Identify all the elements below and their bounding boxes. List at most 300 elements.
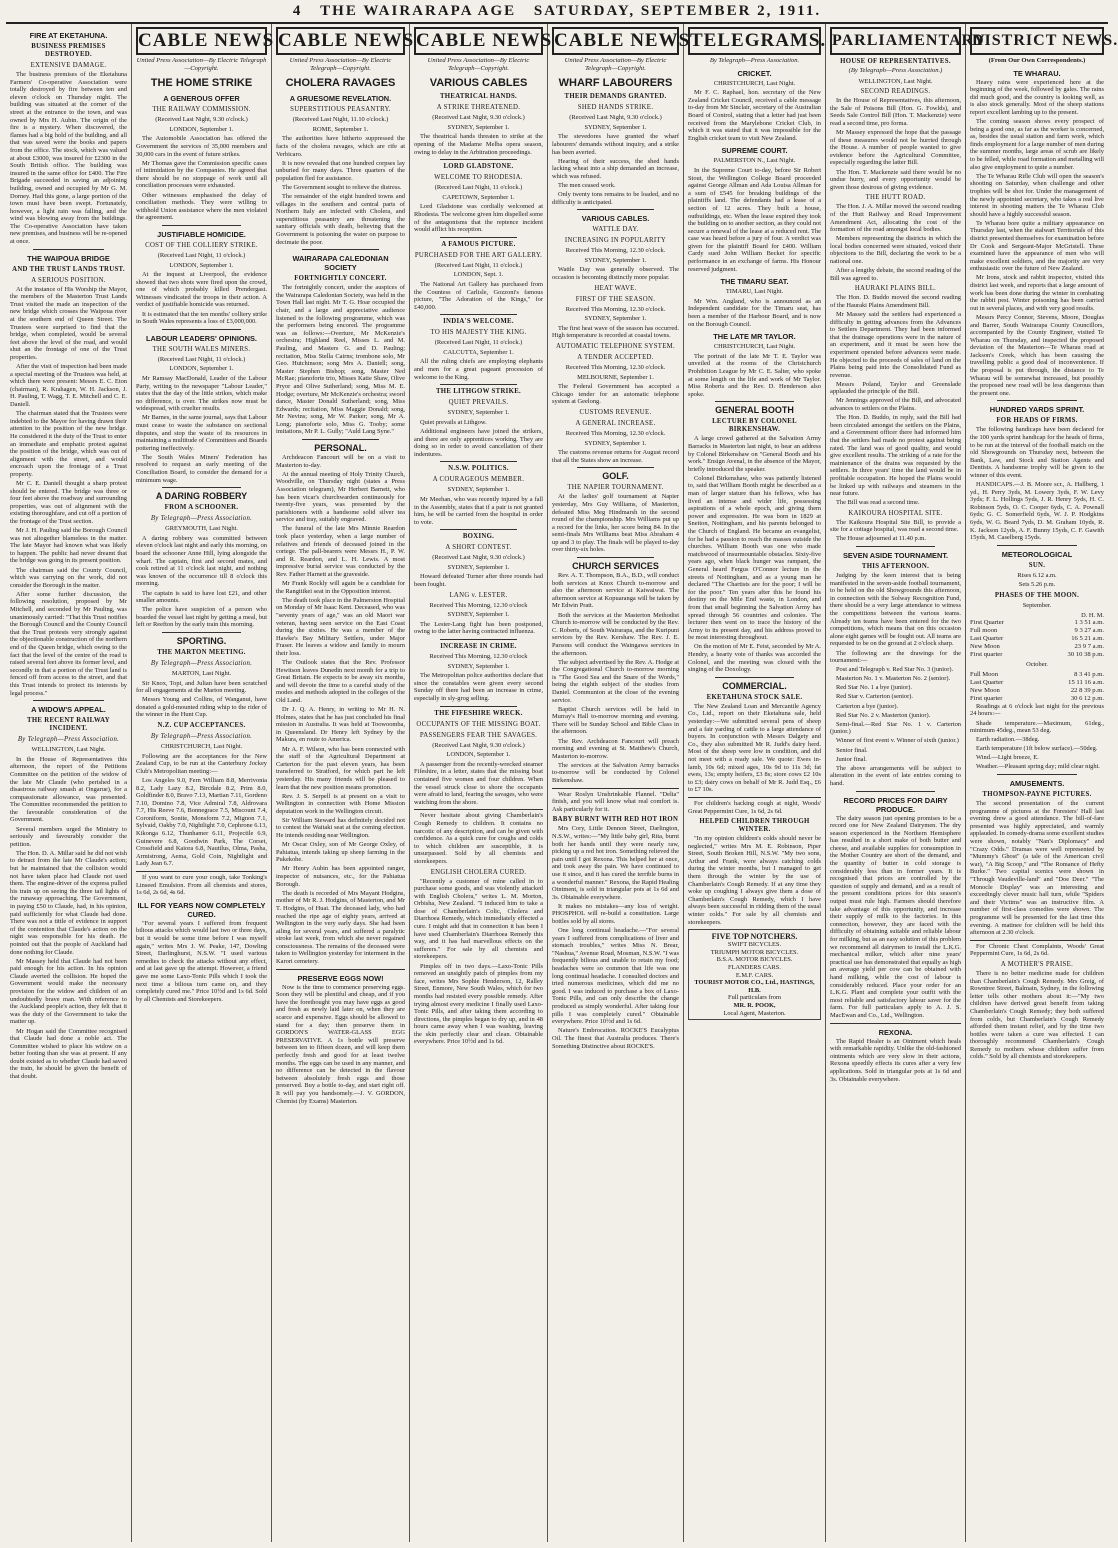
paragraph: The Hon. D. Buddo moved the second reading of the Hauraki Plains Amendment Bill.: [830, 294, 961, 309]
paragraph: Wattle Day was generally observed. The occasion is becoming distinctly more popular.: [552, 266, 679, 281]
subhead: A GENERAL INCREASE.: [575, 419, 656, 427]
subhead: THE MARTON MEETING.: [157, 648, 246, 656]
divider: [162, 329, 241, 330]
advertisement: There is no better medicine made for children than Chamberlain's Cough Remedy. Mrs Greig, of Rowntree Street, Balmain, Sydney, in the following letter tells other mothers about it:—"My two children have derived great benefit from taking Chamberlain's Cough Remedy; they both suffered from colds, but Chamberlain's Cough Remedy afforded them instant relief, and by the time two bottles were taken a cure was effected. I can thoroughly recommend Chamberlain's Cough Remedy to mothers whose children suffer from colds." Sold by all chemists and storekeepers.: [970, 969, 1104, 1061]
received-note: (Received Last Night, 11 o'clock.): [434, 339, 523, 347]
moon-phase: New Moon: [970, 643, 1000, 651]
paragraph: The subject advertised by the Rev. A. Hodge at the Congregational Church to-morrow morning is "The Good Sea and the Snare of the Words," being the eighth subject of the studies from Daniel. Communion at the close of the evening service.: [552, 658, 679, 704]
paragraph: The Automobile Association has offered the Government the services of 35,000 members and 30,000 cars in the event of future strikes.: [136, 135, 267, 158]
page-number: 4: [292, 3, 303, 19]
subhead: FROM A SCHOONER.: [164, 504, 239, 512]
advertisement: Nature's Embrocation. ROCKE'S Eucalyptus Oil. The finest that Australia produces. There's Something Distinctive about ROCKE'S.: [552, 1027, 679, 1050]
draw-item: Carterton a bye (junior).: [836, 702, 899, 710]
moon-time: 15 11 16 a.m.: [1068, 678, 1104, 686]
section-subtitle: United Press Association—By Electric Telegraph—Copyright.: [427, 57, 530, 72]
divider: [997, 774, 1077, 775]
divider: [33, 700, 103, 701]
month-label: September.: [1022, 602, 1052, 610]
paragraph: Several members urged the Ministry to seriously and favourably consider the petition.: [10, 825, 127, 848]
paragraph: Mr Oscar Oxley, son of Mr George Oxley, of Pahiatua, intends taking up sheep farming in the Pukekohe.: [276, 841, 405, 864]
received-note: (Received Last Night, 9.30 o'clock.): [569, 114, 662, 122]
received-note: (Received Last Night, 9.30 o'clock.): [432, 554, 525, 562]
draw-item: Red Star No. 2 v. Masterton (junior).: [836, 711, 931, 719]
paragraph: Earth temperature (1ft below surface).—50deg.: [976, 745, 1098, 753]
headline-meteorological: METEOROLOGICAL: [1001, 549, 1073, 559]
subhead: TO HIS MAJESTY THE KING.: [430, 329, 527, 337]
dateline: TIMARU, Last Night.: [725, 288, 784, 296]
paragraph: In the House of Representatives this afternoon, the report of the Petitions Committee on the petition of the widow of the late Mr Claude (who perished in a disastrous railway smash at Ongarue), for a compassionate allowance, was presented. The Committee recommended the petition to the favourable consideration of the Government.: [10, 755, 127, 824]
paragraph: After some further discussion, the following resolution, proposed by Mr Mitchell, and seconded by Mr Pauling, was unanimously carried: "That this Trust notifies the Borough Council and the County Council that the Trust protests very strongly against the objectionable construction of the northern end of the Queen bridge, which owing to the fact that the level of the centre of the road is raised several feet above its former level, and secondly in that a portion of the Trust land is fenced off from access to the street, and that this Trust intends to protect its interests by legal process.": [10, 590, 127, 697]
paragraph: It is estimated that the ten months' colliery strike in South Wales represents a loss of £3,000,000.: [136, 310, 267, 326]
section-banner: TELEGRAMS.: [688, 27, 821, 55]
moon-time: 1 3 51 a.m.: [1074, 619, 1104, 627]
ad-headline: ILL FOR YEARS NOW COMPLETELY CURED.: [137, 900, 266, 919]
divider: [33, 249, 103, 250]
paragraph: The Hon. T. Mackenzie said there would be no undue hurry, and every opportunity would be given those desirous of giving evidence.: [830, 168, 961, 191]
paragraph: The fortnightly concert, under the auspices of the Wairarapa Caledonian Society, was held in the Town Hall last night. Mr T. G. Hoar occupied the chair, and a large and appreciative audience listened to the following programme, which was the performers being encored. The programme was as follows:—Overture, Mr McKenzie's orchestra; Highland Reel, Misses L. and M. Pauling, and Masters G. and D. Pauling; recitation, Miss Stella Cairns; trombone solo, Mr Geo. Hutchinson; song Mrs A. Daniell; song, Master Stephen Bishop; song, Master Ned McRae; pianoforte trio, Misses Katie Shaw, Olive Pryor and Olive Sutherland; song, Miss M. E. Hodge; overture, Mr McKenzie's orchestra; sword dance, Master Donald Sutherland; song, Miss Edwards; recitation, Miss Maggie Donald; song, Mr Nevins; song, Mr W. Parker; song, Mr A. Long; pianoforte solo, Miss G. Tooby; some imitations, Mr P. L. Gully; "Auld Lang Syne.": [276, 284, 405, 436]
paragraph: The Lester-Lang fight has been postponed, owing to the latter having contracted influenza.: [414, 620, 543, 636]
paragraph: The authorities have hitherto suppressed the facts of the cholera ravages, which are rife at Verbicaro.: [276, 135, 405, 158]
subhead: A GENEROUS OFFER: [163, 94, 240, 104]
ad-line: TRIUMPH MOTOR BICYCLES.: [710, 948, 799, 956]
paragraph: The business premises of the Eketahuna Farmers' Co-operative Association were totally destroyed by fire between ten and eleven o'clock on Thursday night. The building was situated at the corner of the street at the entrance to the town, and was owned by Mrs H. Aubin. The origin of the fire is a mystery. When discovered, the flames had a big hold of the building, and all that was saved were the books and papers from the office. The stock, which was valued at about £3000, was insured for £2300 in the South British office. The building was insured in the same office for £400. The Fire Brigade succeeded in saving an adjoining building, owned and occupied by Mr G. M. Dorney. Had this gone, a large portion of the town must have been swept. Fortunately, however, a light rain was falling, and the wind was blowing away from the buildings. The Co-operative Association have taken new premises, and business will be re-opened at once.: [10, 71, 127, 246]
headline-home-strike: THE HOME STRIKE: [150, 77, 253, 90]
ad-headline: REXONA.: [878, 1027, 913, 1037]
subhead: COST OF THE COLLIERY STRIKE.: [145, 241, 258, 249]
column-3: [272, 24, 415, 1542]
moon-time: 23 9 7 a.m.: [1074, 643, 1104, 651]
paragraph: Sir Knox, Topi, and Julian have been scratched for all engagements at the Marton meeting.: [136, 679, 267, 695]
paragraph: The chairman stated that the Trustees were indebted to the Mayor for having drawn their attention to the position of the new bridge. He considered it the duty of the Trust to enter an immediate and emphatic protest against the position of the bridge, which was out of alignment with the street, and would encroach upon the frontage of a Trust property.: [10, 410, 127, 478]
subhead: A SERIOUS POSITION.: [31, 276, 106, 284]
paragraph: The Hon. D. Buddo, in reply, said the Bill had been circulated amongst the settlers on the Plains, and a Government officer there had informed him that the settlers had made no protest against being rated. The land was of good quality, and would give excellent results. The striking of a rate for the maintenance of the drains was requested by the settlers. In three years' time the land would be in profitable occupation. He hoped the Plains would be linked up with railways and steamers in the near future.: [830, 414, 961, 498]
divider: [440, 639, 517, 640]
dateline: LONDON, September 1.: [169, 365, 234, 373]
ad-line: Local Agent, Masterton.: [723, 1009, 786, 1017]
paragraph: Mr Barnes, in the same journal, says that Labour must cease to waste the substance on sectional disputes, and stop the waste of its resources in maintaining a multitude of Committees and Boards pottering ineffectively.: [136, 414, 267, 452]
dateline: CHRISTCHURCH, Last Night.: [160, 743, 243, 751]
dateline: LONDON, September 1.: [169, 125, 234, 133]
subhead: THOMPSON-PAYNE PICTURES.: [982, 791, 1092, 799]
divider: [302, 439, 379, 440]
paragraph: All the ruling chiefs are employing elephants and men for a great pageant procession of welcome to the King.: [414, 358, 543, 381]
ad-line: SWIFT BICYCLES.: [727, 941, 782, 949]
moon-row: [970, 619, 1104, 627]
paragraph: The Kaikoura Hospital Site Bill, to provide a site for a cottage hospital, was read a second time.: [830, 518, 961, 534]
subhead: FORTNIGHTLY CONCERT.: [294, 275, 387, 283]
ad-headline: ENGLISH CHOLERA CURED.: [430, 868, 527, 876]
moon-table-october: [970, 671, 1104, 703]
subhead: HEAT WAVE.: [594, 284, 637, 292]
ad-line: TOURIST MOTOR CO., Ltd., HASTINGS, H.B.: [694, 979, 815, 994]
subhead: AUTOMATIC TELEPHONE SYSTEM.: [555, 342, 676, 350]
subhead: LABOUR LEADERS' OPINIONS.: [146, 333, 257, 343]
paragraph: The following are the drawings for the tournament:—: [830, 649, 961, 665]
headline-seven-aside: SEVEN ASIDE TOURNAMENT.: [842, 551, 949, 561]
paragraph: Mr Ramsay MacDonald, Leader of the Labour Party, writing to the newspaper "Labour Leader," states that the day of the little strikes, which make no difference, is over. The strikes now must be widespread, with cruelter results.: [136, 374, 267, 413]
subhead: INCREASE IN CRIME.: [440, 643, 517, 651]
headline-caledonian: WAIRARAPA CALEDONIAN SOCIETY: [292, 254, 389, 273]
paragraph: A passenger from the recently-wrecked steamer Fifeshire, in a letter, states that the missing boat contained five women and four children. When the vessel struck close to shore the occupants were afraid to land, fearing the savages, who were watching from the shore.: [414, 760, 543, 806]
paragraph: Readings at 6 o'clock last night for the previous 24 hours:—: [970, 702, 1104, 718]
paragraph: The Government sought to relieve the distress.: [282, 183, 402, 191]
paragraph: Mr Thomas gave the Commission specific cases of intimidation by the Companies. He agreed that there should be no stoppage of work until all conciliation processes were exhausted.: [136, 159, 267, 190]
subhead: EKETAHUNA STOCK SALE.: [706, 693, 803, 701]
paragraph: The Hon. D. A. Millar said he did not wish to detract from the late Mr Claude's action; but he maintained that the collision would not have taken place had Claude not used them. The engine-driver of the express pulled his train up on seeing the three tail lights of the runaway approaching. The Government, in paying £50 to Claude, had, in his opinion, paid sufficiently for what Claude had done. There was not a tittle of evidence in support of the contention that Claude's action on the night was responsible for his death. He pointed out that the people of Auckland had done nothing for Claude.: [10, 849, 127, 956]
column-2: [132, 24, 275, 1542]
headline-dairy: RECORD PRICES FOR DAIRY PRODUCE.: [843, 795, 948, 814]
subhead: THE TIMARU SEAT.: [720, 277, 789, 287]
paragraph: The first heat wave of the season has occurred. High temperature is recorded at coastal towns.: [552, 324, 679, 340]
divider: [688, 797, 821, 798]
advertisement: Now is the time to commence preserving eggs. Soon they will be plentiful and cheap, and if you have the forethought you may have eggs as good and fresh as newly laid later on, when they are scarce and expensive. Eggs should be allowed to stand for a day; then preserve them in GORDON'S WATER-GLASS EGG PRESERVATIVE. A 1s bottle will preserve between ten to fifteen dozen, and will keep them perfectly fresh and good for at least twelve months. The eggs can be used in any manner, and no difference can be detected in the flavour between absolutely fresh eggs and those preserved. Buy a bottle to-day, and start right off. It will pay you handsomely.—J. V. GORDON, Chemist (by Exams) Masterton.: [276, 983, 405, 1105]
subhead: PASSENGERS FEAR THE SAVAGES.: [419, 731, 538, 739]
subhead: By Telegraph—Press Association.: [17, 736, 120, 744]
moon-phase: Full moon: [970, 627, 998, 635]
paragraph: Additional engineers have joined the strikers, and there are only apprentices working. They are doing so in order to avoid cancellation of their indentures.: [414, 427, 543, 458]
advertisement: Wear Roslyn Unshrinkable Flannel. "Delta" finish, and you will know what real comfort is. Ask particularly for it.: [552, 790, 679, 813]
divider: [440, 706, 517, 707]
divider: [162, 487, 241, 488]
dateline: GREYMOUTH, Last Night.: [165, 525, 238, 533]
section-banner: CABLE NEWS: [414, 27, 543, 55]
paragraph: The Bill was read a second time.: [836, 499, 920, 507]
moon-row: [970, 687, 1104, 695]
paragraph: Messrs Percy Connor, Stevens, Moore, Douglas and Barrer, South Wairarapa County Councillors, accompanied by the County Engineer, visited Te Wharau on Thursday, and inspected the proposed deviation of the Masterton—Te Wharau road at Jackson's Creek, which has been causing the travelling public a good deal of inconvenience. If the proposal is put through, the distance to Te Wharau will be somewhat increased, but possibly the proposed new road will be less dangerous than the present one.: [970, 313, 1104, 397]
paragraph: The chairman said the County Council, which was carrying on the work, did not consider the Borough in the matter.: [10, 566, 127, 589]
column-8: [966, 24, 1118, 1542]
paragraph: Mr Irons, stock and rabbit inspector, visited this district last week, and reports that a large amount of work has been done during the winter in combating the rabbit pest. Winter poisoning has been carried out in several places, and with very good results.: [970, 274, 1104, 312]
subhead: THE HUTT ROAD.: [865, 194, 926, 202]
paragraph: Los Angeles 9.0, Fern William 8.8, Merrivonia 8.2, Lady Lazy 8.2, Bircdale 8.2, Prim 8.0, Goldfinder 8.0, Bravo 7.13, Martian 7.11, Gordeno 7.10, Domino 7.8, Vice Admiral 7.8, Aldrovara 7.7, His Reeve 7.6, Bonnegrace 7.5, Miscount 7.4, Coroniform, Sonite, Monsform 7.2, Mignon 7.1, Sylvaid, Oakby 7.0, Nightlight 7.0, Cephrone 6.13, Kikonga 6.12, Thunhamer 6.11, Projectile 6.9, Guinevere 6.8, Goodwin Park, The Corset, Crossfield and Kaiora 6.8, Nautilus, Olma, Pasha, Armistrong, Aema, Gold Coin, Nightlight and Lady Jean 6.7.: [136, 776, 267, 868]
headline-golf: GOLF.: [602, 471, 629, 482]
moon-time: 30 6 12 p.m.: [1070, 694, 1104, 702]
dateline: SYDNEY, September 1.: [584, 123, 647, 131]
moon-phase: First Quarter: [970, 619, 1004, 627]
dateline: SYDNEY, September 1.: [447, 563, 510, 571]
paragraph: The second presentation of the current programme of pictures at the Foresters' Hall last evening drew a good attendance. The bill-of-fare presented was highly appreciated, and warmly applauded. In comedy-drama some excellent studies were shown, notably "Nan's Diplomacy" and "Crazy Odds." Dramas were well represented by "Mummy's Ghost" (a tale of the American civil war), "A Big Scoop," and "The Romance of Hefty Burke." Two capital scenics were shown in "Through Vaudeville-land" and "Doe Deer." "The Monocle Display" was an interesting and exceedingly clever music hall turn, while "Spiders and their Victims" was an instructive film. A number of first-class comedies were shown. The programme will be presented for the last time this evening. A matinee for children will be held this afternoon at 2.30 o'clock.: [970, 800, 1104, 937]
received-note: Received This Morning, 12.30 o'clock: [429, 653, 528, 661]
paragraph: Messrs Poland, Taylor and Greenslade applauded the principle of the Bill.: [830, 380, 961, 396]
dateline: MARTON, Last Night.: [171, 669, 232, 677]
dateline: SYDNEY, September 1.: [447, 486, 510, 494]
advertisement: Pimples off in two days.—Laxo-Tonic Pills removed an unsightly patch of pimples from my face, writes Mrs Sophie Henderson, 12, Ralley Street, Enmore, New South Wales, which for two months had resisted every possible remedy. After trying almost every medicine I finally used Laxo-Tonic Pills, and after taking them according to directions, the pimples began to dry up, and in 48 hours came away when I was washing, leaving the skin perfectly clear and clean. Obtainable everywhere. Price 10½d and 1s 6d.: [414, 962, 543, 1046]
subhead: SUN.: [1028, 561, 1046, 569]
issue-date: SATURDAY, SEPTEMBER 2, 1911.: [533, 3, 822, 19]
ad-headline: A MOTHER'S PRAISE.: [1000, 960, 1074, 968]
paragraph: Mr Frank Rockly will again be a candidate for the Rangitikei seat in the Opposition interest.: [276, 580, 405, 595]
subhead: PHASES OF THE MOON.: [994, 592, 1080, 600]
subhead: HOUSE OF REPRESENTATIVES.: [840, 58, 951, 65]
headline-amusements: AMUSEMENTS.: [1009, 779, 1065, 789]
divider: [440, 384, 517, 385]
advertisement: If you want to cure your cough, take Tonking's Linseed Emulsion. From all chemists and stores, 1s 6d, 2s 6d, 4s 6d.: [136, 874, 267, 897]
headline-general-booth: GENERAL BOOTH: [715, 405, 794, 416]
subhead: TE WHARAU.: [1013, 68, 1061, 78]
motor-advertisement: [688, 929, 821, 1020]
paragraph: At the annual meeting of Holy Trinity Church, Woodville, on Thursday night (states a Press Association telegram), Mr Herbert Barnett, who has been vicar's churchwarden continuously for twenty-five years, was presented by the parishioners with a handsome solid silver tea service and tray, suitably engraved.: [276, 470, 405, 524]
paragraph: The dairy season just opening promises to be a record one for New Zealand Dairymen. The dry season experienced in the Northern Hemisphere has resulted in a short make of both butter and cheese, and available supplies for consumption in the Mother Country are short of the demand, and the quantity of butter in cold storage is considerably less than in former years. It is recognised that prices are controlled by the question of supply and demand, and as a result of the present conditions prices for this season's output must rule high. Farmers should therefore take advantage of this opportunity, and increase their supply of milk to the factories. In this connection, however, they are faced with the difficulty of obtaining suitable and reliable labour for milking, but as an easy solution of this problem we recommend all dairymen to install the L.K.G. mechanical milker, which after nine years' practical use has demonstrated that equally as high an average yield per cow can be obtained with hand milking, while the cost of labour is considerably reduced. Place your order for an L.K.G. Plant and complete your outfit with the most reliable and satisfactory labour saver for the farm. For full particulars apply to A. J. S. MacEwan and Co., Ltd., Wellington.: [830, 814, 961, 1019]
divider: [440, 314, 517, 315]
subhead: SECOND READINGS.: [860, 88, 931, 96]
paragraph: The National Art Gallery has purchased from the Countess of Carlisle, Gozzoni's famous picture, "The Adoration of the Kings," for £40,000.: [414, 280, 543, 311]
advertisement: For children's hacking cough at night, Woods' Great Peppermint Cure, 1s 6d, 2s 6d.: [688, 799, 821, 815]
ad-headline: FIVE TOP NOTCHERS.: [711, 932, 798, 942]
subhead: BOXING.: [462, 533, 495, 541]
subhead: THE FIFESHIRE WRECK.: [434, 709, 523, 717]
paragraph: Shade temperature.—Maximum, 61deg., minimum 45deg., mean 53 deg.: [970, 719, 1104, 735]
advertisement: "Recently a customer of mine called in to purchase some goods, and was violently attacked with English Cholera," writes L. M. Morton, Orbisha, New Zealand. "I induced him to take a dose of Chamberlain's Colic, Cholera and Diarrhoea Remedy, which immediately effected a cure. I might add that in connection it has been I have used Chamberlain's Diarrhoea Remedy this way, and it has had marvellous effects on the sufferers." For sale by all chemists and storekeepers.: [414, 877, 543, 961]
moon-phase: New Moon: [970, 686, 1000, 694]
dateline: ROME, September 1.: [312, 125, 369, 133]
dateline: SYDNEY, September 1.: [584, 439, 647, 447]
paragraph: Members representing the districts in which the local bodies concerned were situated, voiced their objections to the Bill, declaring the work to be a national one.: [830, 235, 961, 265]
moon-row: [970, 635, 1104, 643]
subhead: AND THE TRUST LANDS TRUST.: [12, 265, 125, 273]
paragraph: Mr Hogan said the Committee recognised that Claude had done a noble act. The Committee wished to place his widow on a better footing than she was at present. If any doubt existed as to whether Claude had saved the train, he should be given the benefit of that doubt.: [10, 1027, 127, 1081]
moon-row: [970, 671, 1104, 679]
subhead: INDIA'S WELCOME.: [443, 318, 514, 326]
paragraph: It is now revealed that one hundred corpses lay unburied for many days. Three quarters of the population fled for assistance.: [276, 159, 405, 182]
dateline: CALCUTTA, September 1.: [443, 348, 514, 356]
dateline: CAPETOWN, September 1.: [442, 193, 515, 201]
paragraph: The South Wales Miners' Federation has resolved to request an early meeting of the Conciliation Board, to consider the demand for a minimum wage.: [136, 453, 267, 484]
subhead: THEATRICAL HANDS.: [439, 93, 518, 101]
month-label: October.: [1026, 661, 1048, 669]
dateline: SYDNEY, September 1.: [447, 409, 510, 417]
paragraph: Only twenty tons remains to be loaded, and no difficulty is anticipated.: [552, 191, 679, 206]
paragraph: The services at the Salvation Army barracks to-morrow will be conducted by Colonel Birkenshaw.: [552, 761, 679, 784]
subhead: QUIET PREVAILS.: [448, 399, 509, 407]
divider: [577, 557, 653, 558]
subhead: THE SOUTH WALES MINERS.: [152, 345, 251, 353]
paragraph: Mr Henry Aubin has been appointed ranger, inspector of nuisances, etc., for the Pahiatua Borough.: [276, 865, 405, 888]
paragraph: Mr Jennings approved of the Bill, and advocated advances to settlers on the Plains.: [830, 397, 961, 413]
paragraph: Mr Massey said the settlers had experienced a difficulty in getting advances from the Advances to Settlers Department. They had been informed that the drainage operations were in the nature of an experiment, and it must be seen how the experiment operated before advances were made. He objected to the proceeds of sales of land on the Plains being paid into the Consolidated Fund as revenue.: [830, 310, 961, 379]
subhead: By Telegraph—Press Association.: [150, 515, 253, 523]
paragraph: Archdeacon Fancourt will be on a visit to Masterton to-day.: [276, 454, 405, 469]
paragraph: Te Wharau bore quite a military appearance on Thursday last, when the stalwart Territorials of this district presented themselves for examination before Dr Cook and Sergeant-Major McGristell. These examined have the appearance of men who will make excellent soldiers, and the majority are very enthusiastic over the future of New Zealand.: [970, 219, 1104, 273]
subhead: FOR HEADS OF FIRMS.: [996, 417, 1078, 425]
received-note: Received This Morning, 12.30 o'clock: [429, 601, 528, 609]
moon-row: [970, 651, 1104, 659]
sun-sets: Sets 5.26 p.m.: [1018, 581, 1056, 589]
moon-time: 9 3 27 a.m.: [1074, 627, 1104, 635]
moon-time: 30 10 38 p.m.: [1067, 651, 1104, 659]
draw-item: Red Star v. Carterton (senior).: [836, 693, 913, 701]
paragraph: Wind.—Light breeze, E.: [976, 754, 1039, 762]
divider: [577, 209, 653, 210]
paragraph: Other witnesses emphasised the delay of conciliation methods. They were willing to withhold Union assistance where the men violated the agreement.: [136, 191, 267, 222]
column-5: [548, 24, 691, 1542]
paragraph: Mr Meehan, who was recently injured by a fall in the Assembly, states that if a pair is not granted him, he will be carried from the hospital in order to vote.: [414, 495, 543, 526]
section-banner: PARLIAMENTARY: [830, 27, 961, 55]
divider: [997, 400, 1077, 401]
paragraph: The customs revenue returns for August record that all the States show an increase.: [552, 449, 679, 464]
divider: [970, 940, 1104, 941]
paragraph: The death is recorded of Mrs Mayant Hodgins, mother of Mr R. J. Hodgins, of Masterton, and Mr T. Hodgins, of Huai. The deceased lady, who had reached the ripe age of eighty years, arrived at Wellington in the very early days. She had been ailing for several years, and suffered a paralytic stroke last week, from which she never regained consciousness. The remains of the deceased were taken to Wellington yesterday for interment in the Karori cemetery.: [276, 889, 405, 966]
divider: [276, 969, 405, 970]
subhead: N.Z. CUP ACCEPTANCES.: [157, 722, 246, 730]
draw-item: Senior final.: [836, 746, 868, 754]
paragraph: The Rev. Archdeacon Fancourt will preach morning and evening at St. Matthew's Church, Masterton to-morrow.: [552, 737, 679, 760]
divider: [414, 809, 543, 810]
paragraph: After a lengthy debate, the second reading of the Bill was agreed to.: [830, 267, 961, 282]
subhead: LORD GLADSTONE.: [443, 163, 514, 171]
paragraph: The Te Wharau Rifle Club will open the season's shooting on Saturday, when challenge and other trophies will be shot for. Under the management of the newly appointed secretary, who takes a real live interest in shooting matters the Te Wharau Club should have a highly successful season.: [970, 172, 1104, 218]
paragraph: The Federal Government has accepted a Chicago tender for an automatic telephone system at Geelong.: [552, 383, 679, 406]
section-subtitle: United Press Association—By Electric Telegraph—Copyright.: [136, 57, 267, 72]
divider: [715, 401, 795, 402]
paragraph: Messrs Young and Collins, of Wanganui, have donated a gold-mounted riding whip to the rider of the winner in the Hunt Cup.: [136, 696, 267, 719]
received-note: (Received Last Night, 11 o'clock.): [157, 251, 246, 259]
paragraph: Mr F. C. Raphael, hon. secretary of the New Zealand Cricket Council, received a cable message to-day from Mr Sinclair, secretary of the Australian Board of Control, stating that a letter had just been received from the Marylebone Cricket Club, in which it was stated that it was impossible for the English cricket team to visit New Zealand.: [688, 89, 821, 142]
divider: [856, 791, 935, 792]
ad-line: FLANDERS CARS.: [728, 964, 781, 971]
subhead: VARIOUS CABLES.: [581, 214, 650, 224]
ad-line: B.S.A. MOTOR BICYCLES.: [716, 956, 793, 964]
moon-phase: First quarter: [970, 651, 1003, 659]
dateline: PALMERSTON N., Last Night.: [713, 157, 796, 165]
headline-fire: FIRE AT EKETAHUNA.: [29, 31, 108, 40]
paragraph: Quiet prevails at Lithgow.: [420, 418, 487, 426]
paragraph: Baptist Church services will be held in Murray's Hall to-morrow morning and evening. There will be Sunday School and Bible Class in the afternoon.: [552, 705, 679, 736]
divider: [856, 546, 935, 547]
advertisement: Never hesitate about giving Chamberlain's Cough Remedy to children. It contains no narcotic of any description, and can be given with confidence. As a quick cure for coughs and colds to which children are susceptible, it is unsurpassed. Sold by all chemists and storekeepers.: [414, 812, 543, 865]
received-note: (Received Last Night, 11.10 o'clock.): [292, 116, 389, 124]
draw-item: Masterton No. 1 v. Masterton No. 2 (senior).: [836, 675, 951, 683]
subhead: JUSTIFIABLE HOMICIDE.: [157, 229, 246, 239]
paragraph: Following are the acceptances for the New Zealand Cup, to be run at the Canterbury Jockey Club's Metropolitan meeting:—: [136, 752, 267, 775]
received-note: (Received Last Night, 11 o'clock.): [434, 261, 523, 269]
dateline: SYDNEY, September 1.: [584, 315, 647, 323]
paragraph: The New Zealand Loan and Mercantile Agency Co., Ltd., report on their Eketahuna sale, held yesterday:—We submitted several pens of sheep and a fair yarding of cattle to a large attendance of buyers. In conjunction with Messrs Dalgety and Co., they also submitted Mr R. Judd's dairy herd. Most of the sheep were low in condition, and did not meet with a ready sale. We quote: Ewes in-lamb, 10s 6d; mixed ages, 10s 9d to 11s 3d; fat ewes, 13s; empty heifers, £3 8s; store cows £2 10s to £3; dairy cows on behalf of Mr R. Judd Esq., £6 to £7 10s.: [688, 702, 821, 794]
subhead: KAIKOURA HOSPITAL SITE.: [848, 509, 943, 517]
advertisement: "In my opinion children's colds should never be neglected," writes Mrs M. E. Robinson, Piper Street, South Broken Hill, N.S.W. "My two sons, Arthur and Frank, were always catching colds during the winter months, but I managed to get them through the winter by the use of Chamberlain's Cough Remedy. If at any time they woke up coughing I always give them a dose of Chamberlain's Cough Remedy, which I have always been successful in ridding them of the usual winter colds." For sale by all chemists and storekeepers.: [688, 835, 821, 926]
section-subtitle: By Telegraph—Press Association.: [709, 57, 800, 64]
advertisement: "For several years I suffered from frequent bilious attacks which would last two or three days, but it would be some time before I was myself again," writes Mrs J. W. Peake, 147, Dowling Street, Darlinghurst, N.S.W. "I used various remedies to check the attacks without any effect, and at last gave up the attempt. However, a friend gave me some Laxo-Tonic Pills which I took the next time a bilious turn came on, and they completely cured me." Price 10½d and 1s 6d. Sold by all Chemists and Storekeepers.: [136, 919, 267, 1003]
paragraph: Both the services at the Masterton Methodist Church to-morrow will be conducted by the Rev. C. Roberts, of South Wairarapa, and the Kuripuni services by the Rev. Kershaw. The Rev. J. E. Parsons will conduct the Waingawa services in the afternoon.: [552, 611, 679, 657]
dateline: SYDNEY, September 1.: [447, 123, 510, 131]
paragraph: Judging by the keen interest that is being manifested in the seven-aside football tournament, to be held on the old Showgrounds this afternoon, in connection with the Solway Recognition Fund, there should be a very large attendance to witness the competitions between the various teams. Already ten teams have been entered for the two competitions, which means that on this occasion alone eight games will be fought out. All teams are requested to be on the ground at 2 o'clock sharp.: [830, 572, 961, 648]
columns: [6, 24, 1118, 1542]
subhead: FIRST OF THE SEASON.: [575, 295, 656, 303]
headline-sporting: SPORTING.: [176, 635, 227, 646]
section-subtitle: (From Our Own Correspondents.): [988, 57, 1086, 64]
subhead: A TENDER ACCEPTED.: [577, 353, 654, 361]
moon-table-september: [970, 619, 1104, 659]
masthead: [6, 0, 1108, 24]
moon-phase: First quarter: [970, 694, 1003, 702]
paragraph: The captain is said to have lost £21, and other smaller amounts.: [136, 589, 267, 605]
paragraph: The funeral of the late Mrs Minnie Reardon took place yesterday, when a large number of relatives and friends of deceased joined in the cortege. The pall-bearers were Messrs H., P. W. and R. Reardon, and L. H. Lewis. A most impressive burial service was conducted by the Rev. Father Harnett at the graveside.: [276, 525, 405, 578]
section-banner: DISTRICT NEWS.: [970, 27, 1104, 55]
headline-church: CHURCH SERVICES: [572, 561, 659, 572]
received-note: Received This Morning, 12.30 o'clock.: [565, 429, 666, 437]
column-1: [6, 24, 132, 1542]
headline-bridge: THE WAIPOUA BRIDGE: [27, 253, 110, 263]
divider: [715, 677, 795, 678]
advertisement: The Rapid Healer is an Ointment which heals with remarkable rapidity. Unlike the old-fashioned ointments which are very slow in their actions, Rexona speedily effects its cures after a very few applications. Sold in triangular pots at 1s 6d and 3s. Obtainable everywhere.: [830, 1037, 961, 1083]
section-subtitle: United Press Association—By Electric Telegraph—Copyright.: [564, 57, 667, 72]
headline-personal: PERSONAL.: [314, 443, 367, 454]
paragraph: A large crowd gathered at the Salvation Army Barracks in Masterton last night, to hear an address by Colonel Birkenshaw on "General Booth and his work." Ensign Avenal, in the absence of the Mayor, briefly introduced the speaker.: [688, 435, 821, 473]
paragraph: Mr Wm. Angland, who is announced as an Independent candidate for the Timaru seat, has been a member of the Harbour Board, and is now on the Borough Council.: [688, 297, 821, 328]
divider: [440, 529, 517, 530]
paragraph: The remainder of the eight hundred towns and villages in the southern and central parts of Northern Italy are infected with Cholera, and superstitious peasantry are threatening the sanitary officials with death, believing that the Government is poisoning the water on purpose to decimate the poor.: [276, 193, 405, 246]
subhead: By Telegraph—Press Association.: [150, 659, 253, 667]
subhead: N.S.W. POLITICS.: [448, 465, 509, 473]
subhead: A COURAGEOUS MEMBER.: [432, 476, 525, 484]
divider: [830, 1023, 961, 1024]
subhead: SUPERSTITIOUS PEASANTRY.: [290, 106, 391, 114]
paragraph: The House adjourned at 11.40 p.m.: [836, 535, 926, 543]
paragraph: Lord Gladstone was cordially welcomed at Rhodesia. The welcome given him dispelled some of the antagonisms that the reptence incident would afflict his reception.: [414, 203, 543, 234]
moon-row: [970, 627, 1104, 635]
headline-various-cables: VARIOUS CABLES: [429, 77, 528, 90]
paragraph: The Outlook states that the Rev. Professor Hewitson leaves Dunedin next month for a trip to Great Britain. He expects to be away six months, and will devote the time to a careful study of the modes and methods adopted in the colleges of the Old Land.: [276, 659, 405, 704]
received-note: (Received Last Night, 9.30 o'clock.): [155, 116, 248, 124]
subhead: CRICKET.: [737, 68, 772, 78]
subhead: THE LATE MR TAYLOR.: [713, 332, 796, 342]
paragraph: Weather.—Pleasant spring day; mild clear night.: [976, 763, 1100, 771]
section-banner: CABLE NEWS: [552, 27, 679, 55]
ad-line: MR. R. POOK,: [733, 1001, 776, 1009]
paragraph: Earth radiation.—38deg.: [976, 736, 1040, 744]
subhead: CUSTOMS REVENUE.: [579, 408, 652, 416]
paper-title: THE WAIRARAPA AGE: [320, 3, 517, 19]
dateline: CHRISTCHURCH, Last Night.: [713, 79, 796, 87]
moon-row: [970, 643, 1104, 651]
received-note: Received This Morning, 12.30 o'clock.: [565, 363, 666, 371]
section-banner: CABLE NEWS: [136, 27, 267, 55]
dateline: LONDON, September 1.: [446, 751, 511, 759]
divider: [440, 461, 517, 462]
ad-headline: HELPED CHILDREN THROUGH WINTER.: [699, 818, 810, 834]
subhead: THE NAPIER TOURNAMENT.: [567, 484, 664, 492]
subhead: A GRUESOME REVELATION.: [289, 94, 392, 104]
subhead: A FAMOUS PICTURE.: [441, 240, 516, 248]
divider: [136, 871, 267, 872]
paragraph: Howard defeated Turner after three rounds had been fought.: [414, 573, 543, 589]
dateline: SYDNEY, September 1.: [584, 256, 647, 264]
paragraph: Rev. A. T. Thompson, B.A., B.D., will conduct both services at Knox Church to-morrow and also the afternoon service at Kaiwaiwai. The afternoon service at Kopuaranga will be taken by Mr Edwin Pratt.: [552, 572, 679, 610]
paragraph: The men ceased work.: [558, 181, 616, 189]
paragraph: The Hon. J. A. Millar moved the second reading of the Hutt Railway and Road Improvement Amendment Act, allocating the cost of the formation of the road amongst local bodies.: [830, 203, 961, 234]
subhead: THE LITHGOW STRIKE.: [435, 388, 522, 396]
divider: [440, 159, 517, 160]
paragraph: On the motion of Mr E. Feist, seconded by Mr A. Hendry, a hearty vote of thanks was accorded the Colonel, and the meeting was closed with the singing of the Doxology.: [688, 643, 821, 674]
headline-cholera: CHOLERA RAVAGES: [285, 77, 396, 90]
headline-widow: A WIDOW'S APPEAL.: [31, 705, 106, 715]
section-banner: CABLE NEWS: [276, 27, 405, 55]
subhead: INCREASING IN POPULARITY: [564, 237, 667, 245]
paragraph: Dr J. Q. A. Henry, in writing to Mr H. N. Holmes, states that he has just concluded his final mission in Australia. It was held at Toowoomba, in Queensland. Dr Henry left Sydney by the Makura, en route to America.: [276, 706, 405, 744]
divider: [440, 237, 517, 238]
paragraph: At the ladies' golf tournament at Napier yesterday, Mrs Guy Williams, of Masterton, defeated Miss Meg Hindmarsh in the second round of the championship. Mrs Williams put up a record for the links, her score being 84. In the semi-finals Mrs Williams beat Miss Abraham 4 up and 3 to play. The finals will be played to-day over thirty-six holes.: [552, 493, 679, 554]
paragraph: The police have suspicion of a person who boarded the vessel last night by getting a meal, but left or Reefton by the early train this morning.: [136, 606, 267, 629]
paragraph: At the instance of His Worship the Mayor, the members of the Masterton Trust Lands Trust visited the made an inspection of the new bridge which crosses the Waipoua river at the southern end of Queen Street. The Trustees were surprised to find that the bridge, when completed, would be several feet above the level of the road, and would shut an the frontage of one of the Trust properties.: [10, 285, 127, 361]
ad-headline: BABY BURNT WITH RED HOT IRON: [552, 816, 679, 824]
sun-rises: Rises 6.12 a.m.: [1017, 571, 1057, 579]
paragraph: Rev. J. S. Serpell is at present on a visit to Wellington in connection with Home Mission deputation work in the Wellington circuit.: [276, 792, 405, 815]
headline-robbery: A DARING ROBBERY: [155, 491, 248, 502]
dateline: SYDNEY, September 1.: [447, 611, 510, 619]
dateline: WELLINGTON, Last Night.: [31, 746, 106, 754]
divider: [577, 467, 653, 468]
headline-commercial: COMMERCIAL.: [722, 680, 787, 691]
column-6: [684, 24, 826, 1542]
